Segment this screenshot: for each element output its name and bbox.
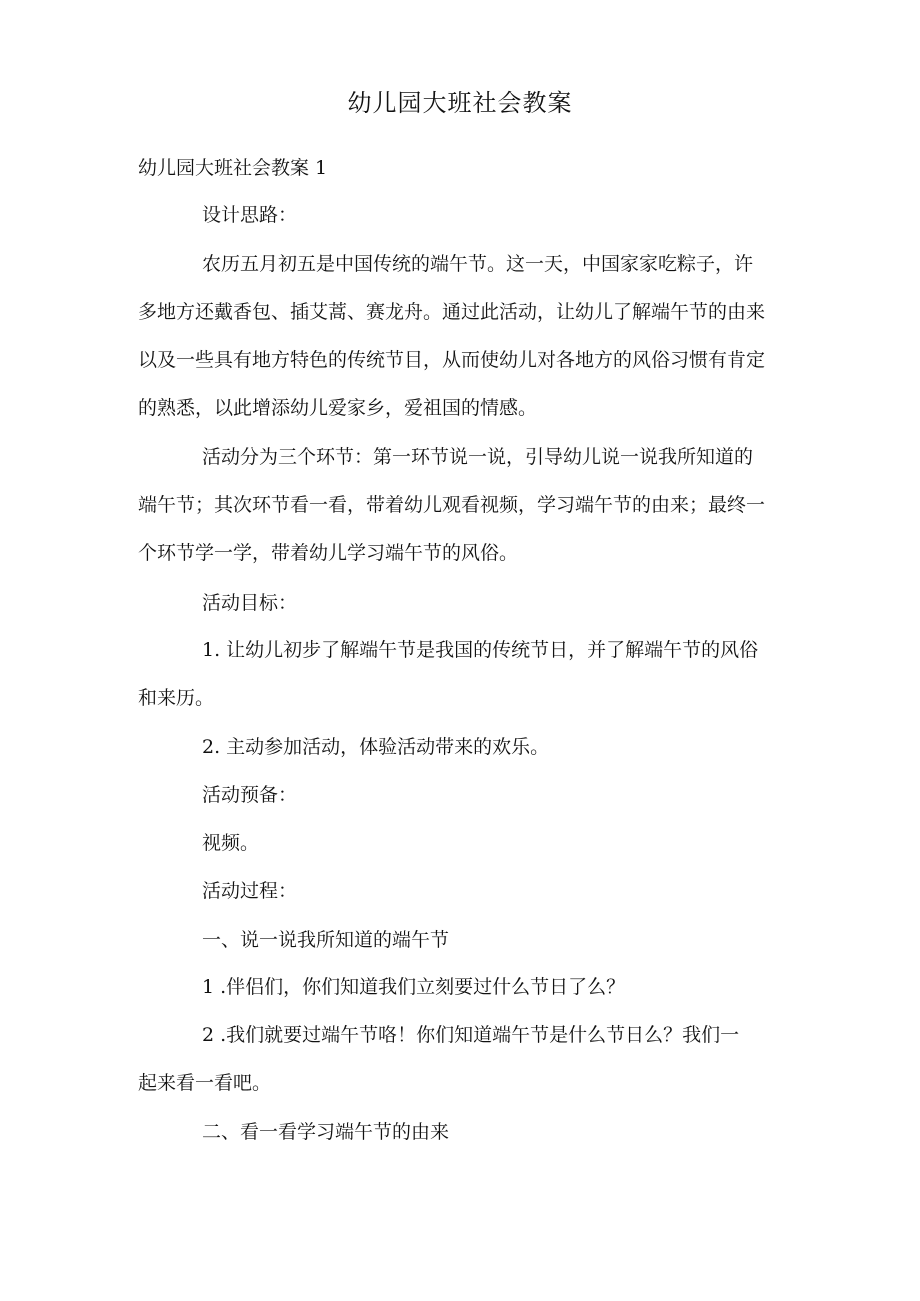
design-idea-heading: 设计思路：	[202, 204, 298, 226]
paragraph-line: 个环节学一学，带着幼儿学习端午节的风俗。	[138, 542, 519, 564]
goals-heading: 活动目标：	[202, 592, 298, 614]
paragraph-line: 以及一些具有地方特色的传统节目，从而使幼儿对各地方的风俗习惯有肯定	[138, 349, 766, 371]
step-item: 2 .我们就要过端午节咯！你们知道端午节是什么节日么？我们一	[202, 1024, 740, 1046]
process-heading: 活动过程：	[202, 880, 298, 902]
section-heading: 幼儿园大班社会教案 1	[138, 157, 328, 179]
preparation-item: 视频。	[202, 832, 260, 854]
goal-item: 1. 让幼儿初步了解端午节是我国的传统节日，并了解端午节的风俗	[202, 639, 759, 661]
goal-item: 2. 主动参加活动，体验活动带来的欢乐。	[202, 736, 550, 758]
paragraph-line: 多地方还戴香包、插艾蒿、赛龙舟。通过此活动，让幼儿了解端午节的由来	[138, 301, 766, 323]
paragraph-line: 的熟悉，以此增添幼儿爱家乡，爱祖国的情感。	[138, 397, 538, 419]
step-item: 1 .伴侣们，你们知道我们立刻要过什么节日了么？	[202, 976, 626, 998]
paragraph-line: 活动分为三个环节：第一环节说一说，引导幼儿说一说我所知道的	[202, 446, 754, 468]
paragraph-line: 农历五月初五是中国传统的端午节。这一天，中国家家吃粽子，许	[202, 253, 754, 275]
step-heading: 二、看一看学习端午节的由来	[202, 1121, 450, 1143]
paragraph-line: 端午节；其次环节看一看，带着幼儿观看视频，学习端午节的由来；最终一	[138, 494, 766, 516]
document-title: 幼儿园大班社会教案	[347, 89, 573, 117]
step-heading: 一、说一说我所知道的端午节	[202, 929, 450, 951]
step-item-continued: 起来看一看吧。	[138, 1072, 272, 1094]
goal-item-continued: 和来历。	[138, 687, 215, 709]
preparation-heading: 活动预备：	[202, 784, 298, 806]
